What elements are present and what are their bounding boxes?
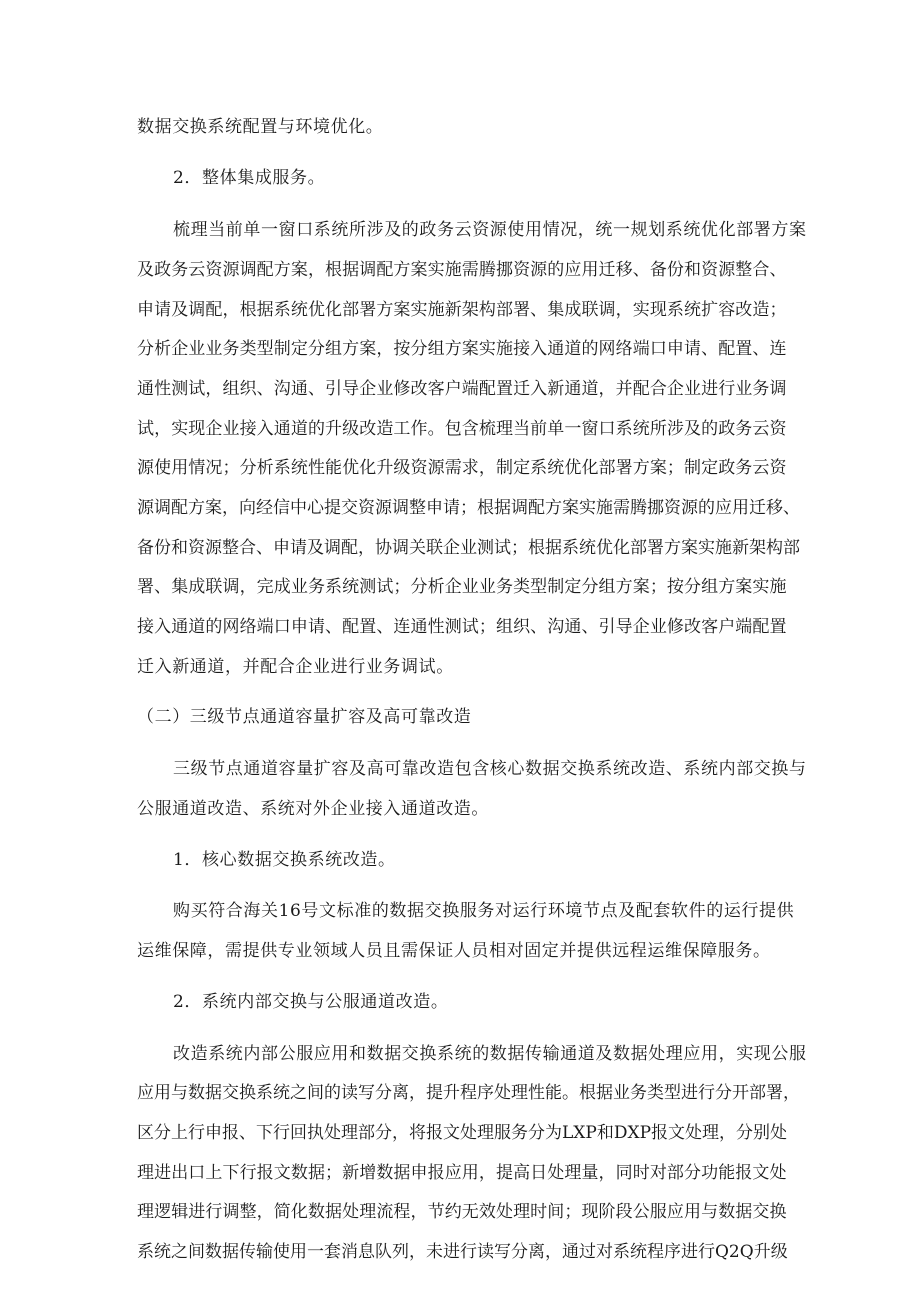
paragraph-line-17: 公服通道改造、系统对外企业接入通道改造。 bbox=[137, 799, 489, 819]
paragraph-line-8: 试 ， 实 现 企 业 接 入 通 道 的 升 级 改 造 工 作 。 包 含 梳 理 当 前 单 一 窗 口 系 统 所 涉 及 的 政 务 云 资 bbox=[137, 419, 787, 439]
paragraph-line-5: 申 请 及 调 配 ， 根 据 系 统 优 化 部 署 方 案 实 施 新 架 构 部 署 、 集 成 联 调 ， 实 现 系 统 扩 容 改 造 ； bbox=[137, 300, 787, 320]
paragraph-line-7: 通 性 测 试 ， 组 织 、 沟 通 、 引 导 企 业 修 改 客 户 端 配 置 迁 入 新 通 道 ， 并 配 合 企 业 进 行 业 务 调 bbox=[137, 379, 787, 399]
paragraph-line-25: 理 进 出 口 上 下 行 报 文 数 据 ； 新 增 数 据 申 报 应 用 ， 提 高 日 处 理 量 ， 同 时 对 部 分 功 能 报 文 处 bbox=[137, 1163, 787, 1183]
paragraph-line-20: 运维保障，需提供专业领域人员且需保证人员相对固定并提供远程运维保障服务。 bbox=[137, 941, 771, 961]
paragraph-line-19: 购买符合海关16号文标准的数据交换服务对运行环境节点及配套软件的运行提供 bbox=[173, 901, 795, 921]
section-heading: （二）三级节点通道容量扩容及高可靠改造 bbox=[137, 707, 472, 727]
paragraph-line-10: 源 调 配 方 案 ， 向 经 信 中 心 提 交 资 源 调 整 申 请 ； 根 据 调 配 方 案 实 施 需 腾 挪 资 源 的 应 用 迁 移 、 bbox=[137, 498, 800, 518]
paragraph-line-6: 分 析 企 业 业 务 类 型 制 定 分 组 方 案 ， 按 分 组 方 案 实 施 接 入 通 道 的 网 络 端 口 申 请 、 配 置 、 连 bbox=[137, 339, 787, 359]
paragraph-line-23: 应 用 与 数 据 交 换 系 统 之 间 的 读 写 分 离 ， 提 升 程 序 处 理 性 能 。 根 据 业 务 类 型 进 行 分 开 部 署 ， bbox=[137, 1083, 800, 1103]
paragraph-line-14: 迁入新通道，并配合企业进行业务调试。 bbox=[137, 657, 454, 677]
numbered-heading-internal: 2．系统内部交换与公服通道改造。 bbox=[173, 992, 449, 1012]
paragraph-line-24: 区 分 上 行 申 报 、 下 行 回 执 处 理 部 分 ， 将 报 文 处 理 服 务 分 为 LXP 和 DXP 报 文 处 理 ， 分 别 处 bbox=[137, 1123, 788, 1143]
paragraph-line-1: 数据交换系统配置与环境优化。 bbox=[137, 117, 384, 137]
numbered-heading-core: 1．核心数据交换系统改造。 bbox=[173, 850, 396, 870]
paragraph-line-11: 备 份 和 资 源 整 合 、 申 请 及 调 配 ， 协 调 关 联 企 业 测 试 ； 根 据 系 统 优 化 部 署 方 案 实 施 新 架 构 部 bbox=[137, 538, 800, 558]
paragraph-line-22: 改造系统内部公服应用和数据交换系统的数据传输通道及数据处理应用，实现公服 bbox=[173, 1044, 807, 1064]
paragraph-line-26: 理 逻 辑 进 行 调 整 ， 简 化 数 据 处 理 流 程 ， 节 约 无 效 处 理 时 间 ； 现 阶 段 公 服 应 用 与 数 据 交 换 bbox=[137, 1202, 787, 1222]
paragraph-line-12: 署 、 集 成 联 调 ， 完 成 业 务 系 统 测 试 ； 分 析 企 业 业 务 类 型 制 定 分 组 方 案 ； 按 分 组 方 案 实 施 bbox=[137, 577, 787, 597]
paragraph-line-9: 源 使 用 情 况 ； 分 析 系 统 性 能 优 化 升 级 资 源 需 求 ， 制 定 系 统 优 化 部 署 方 案 ； 制 定 政 务 云 资 bbox=[137, 458, 787, 478]
numbered-heading-integration: 2．整体集成服务。 bbox=[173, 168, 326, 188]
paragraph-line-3: 梳理当前单一窗口系统所涉及的政务云资源使用情况，统一规划系统优化部署方案 bbox=[173, 220, 807, 240]
paragraph-line-16: 三级节点通道容量扩容及高可靠改造包含核心数据交换系统改造、系统内部交换与 bbox=[173, 759, 807, 779]
paragraph-line-27: 系 统 之 间 数 据 传 输 使 用 一 套 消 息 队 列 ， 未 进 行 读 写 分 离 ， 通 过 对 系 统 程 序 进 行 Q2Q 升 级 bbox=[137, 1242, 788, 1262]
paragraph-line-13: 接 入 通 道 的 网 络 端 口 申 请 、 配 置 、 连 通 性 测 试 ； 组 织 、 沟 通 、 引 导 企 业 修 改 客 户 端 配 置 bbox=[137, 617, 787, 637]
paragraph-line-4: 及 政 务 云 资 源 调 配 方 案 ， 根 据 调 配 方 案 实 施 需 腾 挪 资 源 的 应 用 迁 移 、 备 份 和 资 源 整 合 、 bbox=[137, 260, 787, 280]
